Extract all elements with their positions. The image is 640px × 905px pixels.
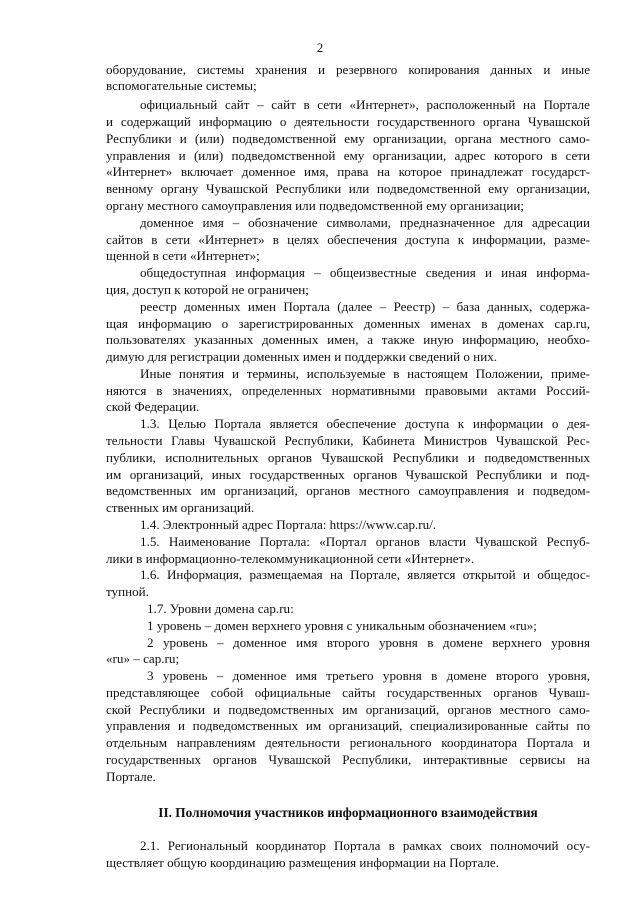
text-line: реестр доменных имен Портала (далее – Реестр) – база данных, содержа- <box>140 299 590 314</box>
text-line: ция, доступ к которой не ограничен; <box>106 282 309 297</box>
text-line: сайтов в сети «Интернет» в целях обеспечения доступа к информации, разме- <box>106 232 590 247</box>
text-line: доменное имя – обозначение символами, предназначенное для адресации <box>140 215 590 230</box>
text-line: 1.6. Информация, размещаемая на Портале, является открытой и общедос- <box>140 567 590 582</box>
text-line: 1.4. Электронный адрес Портала: https://www.cap.ru/. <box>140 517 437 532</box>
text-line: ской Федерации. <box>106 399 200 414</box>
text-line: отдельным направлениям деятельности регионального координатора Портала и <box>106 735 590 750</box>
text-line: 1.7. Уровни домена cap.ru: <box>147 601 294 616</box>
text-line: димую для регистрации доменных имен и поддержки сведений о них. <box>106 349 498 364</box>
section-heading: II. Полномочия участников информационного взаимодействия <box>158 805 538 820</box>
text-line: вспомогательные системы; <box>106 78 257 93</box>
text-line: щенной в сети «Интернет»; <box>106 248 260 263</box>
page-number: 2 <box>316 40 324 55</box>
text-line: управления и подведомственных им организаций, специализированные сайты по <box>106 718 590 733</box>
text-line: «Интернет» включает доменное имя, права на которое принадлежат государст- <box>106 164 590 179</box>
text-line: няются в значениях, определенных нормативными правовыми актами Россий- <box>106 383 590 398</box>
text-line: ведомственных им организаций, органов местного самоуправления и подведом- <box>106 483 590 498</box>
text-line: ственных им организаций. <box>106 500 255 515</box>
text-line: общедоступная информация – общеизвестные сведения и иная информа- <box>140 265 590 280</box>
text-line: лики в информационно-телекоммуникационной сети «Интернет». <box>106 551 475 566</box>
text-line: щая информацию о зарегистрированных доменных именах в доменах cap.ru, <box>106 316 590 331</box>
text-line: ской Республики и подведомственных им организаций, органов местного само- <box>106 702 590 717</box>
text-line: пользователях указанных доменных имен, а также иную информацию, необхо- <box>106 332 590 347</box>
text-line: 2 уровень – доменное имя второго уровня в домене верхнего уровня <box>147 635 590 650</box>
text-line: Республики и (или) подведомственной ему организации, органа местного само- <box>106 131 590 146</box>
text-line: государственных органов Чувашской Республики, интерактивные сервисы на <box>106 752 590 767</box>
text-line: тельности Главы Чувашской Республики, Кабинета Министров Чувашской Рес- <box>106 433 590 448</box>
text-line: венному органу Чувашской Республики или подведомственной ему организации, <box>106 181 590 196</box>
text-line: официальный сайт – сайт в сети «Интернет», расположенный на Портале <box>140 97 590 112</box>
text-line: 1.3. Целью Портала является обеспечение доступа к информации о дея- <box>140 416 590 431</box>
text-line: им организаций, иных государственных органов Чувашской Республики и под- <box>106 467 590 482</box>
text-line: тупной. <box>106 584 149 599</box>
text-line: 3 уровень – доменное имя третьего уровня в домене второго уровня, <box>147 668 590 683</box>
text-line: «ru» – cap.ru; <box>106 651 180 666</box>
text-line: Портале. <box>106 769 156 784</box>
text-line: Иные понятия и термины, используемые в настоящем Положении, приме- <box>140 366 590 381</box>
text-line: управления и (или) подведомственной ему организации, адрес которого в сети <box>106 148 590 163</box>
text-line: 1.5. Наименование Портала: «Портал органов власти Чувашской Респуб- <box>140 534 590 549</box>
text-line: публики, исполнительных органов Чувашской Республики и подведомственных <box>106 450 590 465</box>
text-line: 2.1. Региональный координатор Портала в рамках своих полномочий осу- <box>140 838 590 853</box>
text-line: оборудование, системы хранения и резервного копирования данных и иные <box>106 62 590 77</box>
text-line: органу местного самоуправления или подведомственной ему организации; <box>106 198 524 213</box>
text-line: и содержащий информацию о деятельности государственного органа Чувашской <box>106 114 590 129</box>
text-line: представляющее собой официальные сайты государственных органов Чуваш- <box>106 685 590 700</box>
text-line: ществляет общую координацию размещения информации на Портале. <box>106 855 499 870</box>
text-line: 1 уровень – домен верхнего уровня с уникальным обозначением «ru»; <box>147 618 537 633</box>
